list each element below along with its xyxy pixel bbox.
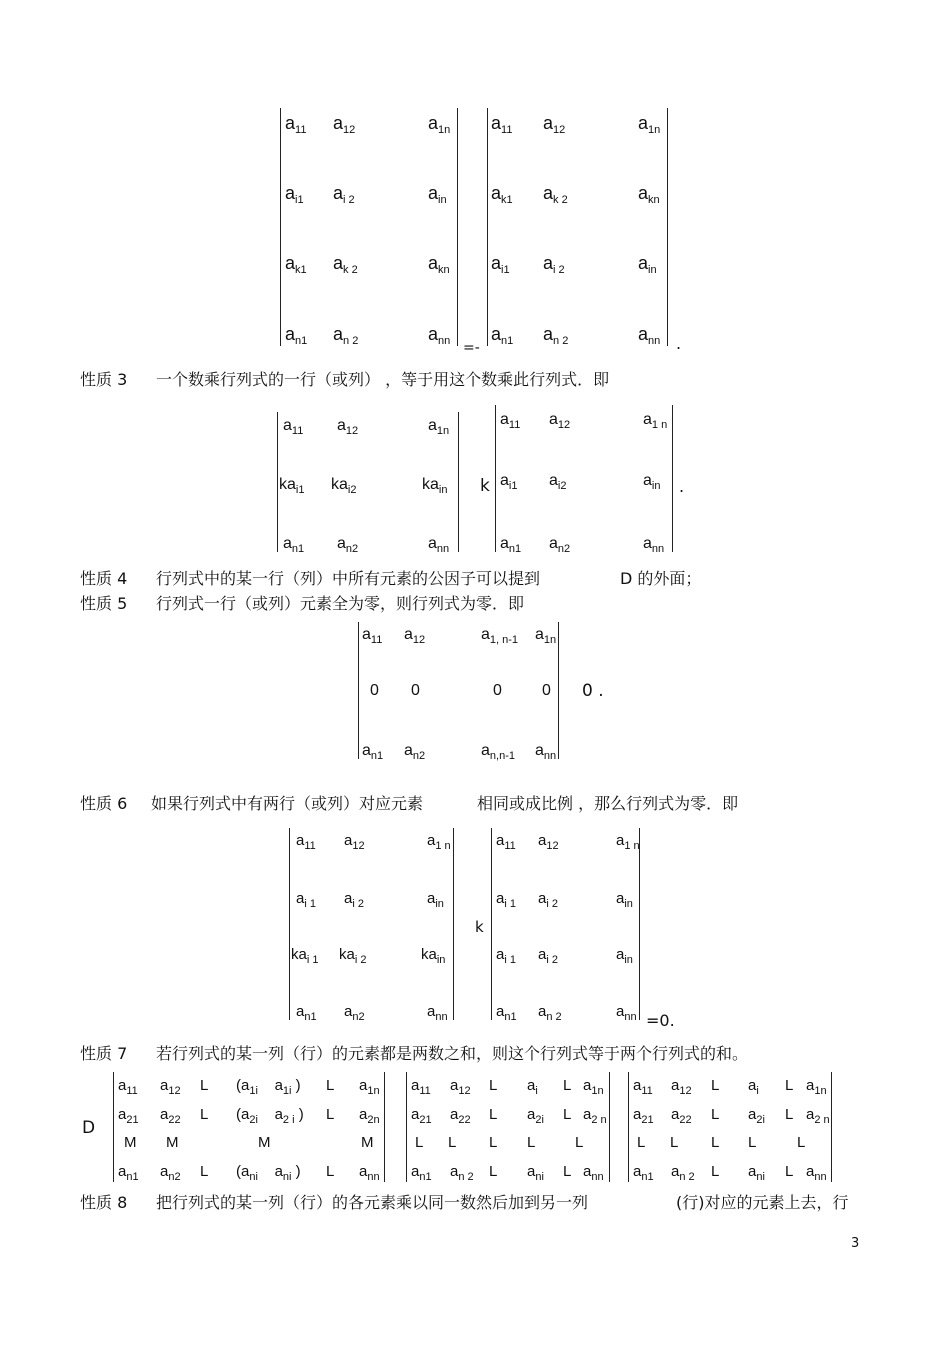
ellipsis-L: L <box>563 1077 572 1094</box>
entry: $a_{nn}$ <box>583 1163 604 1183</box>
entry: $a_{i 1}$ <box>496 946 516 966</box>
entry: $a_{nn}$ <box>806 1163 827 1183</box>
entry: $a_{1n}$ <box>583 1077 604 1097</box>
entry: $a_{11}$ <box>362 626 383 646</box>
entry: $a_{nn}$ <box>427 1003 448 1023</box>
entry: $a_{i 2}$ <box>344 890 364 910</box>
det-bar <box>289 828 290 1020</box>
det-bar <box>113 1072 114 1182</box>
entry: $a_{2 n}$ <box>583 1106 607 1126</box>
zero-entry: 0 <box>493 682 502 699</box>
entry: $a_{k1}$ <box>285 253 307 276</box>
entry: $a_{nn}$ <box>616 1003 637 1023</box>
prop4-label: 性质 4 <box>80 569 128 588</box>
entry: $a_{22}$ <box>450 1106 471 1126</box>
zero-entry: 0 <box>411 682 420 699</box>
entry: $a_{12}$ <box>333 113 356 136</box>
entry: $a_{1n}$ <box>535 626 557 646</box>
entry: $a_{nn}$ <box>359 1163 380 1183</box>
entry: $a_{n1}$ <box>500 535 522 555</box>
period: . <box>679 477 685 496</box>
ellipsis-L: L <box>326 1077 335 1094</box>
ellipsis-L: L <box>326 1163 335 1180</box>
ellipsis-L: L <box>200 1106 209 1123</box>
det-bar <box>458 412 459 552</box>
ellipsis-L: L <box>489 1134 498 1151</box>
ellipsis-M: M <box>166 1134 179 1151</box>
entry: $a_{12}$ <box>543 113 566 136</box>
ellipsis-L: L <box>711 1077 720 1094</box>
entry: $a_{11}$ <box>633 1077 653 1097</box>
entry: $a_{1 n}$ <box>616 832 640 852</box>
entry: $a_{2i}$ <box>527 1106 544 1126</box>
entry: $a_{11}$ <box>411 1077 431 1097</box>
entry: $a_{n1}$ <box>118 1163 139 1183</box>
det-bar <box>280 108 281 346</box>
prop3-text: 一个数乘行列式的一行（或列） ，等于用这个数乘此行列式．即 <box>156 370 610 389</box>
ellipsis-L: L <box>200 1077 209 1094</box>
entry: $a_{i 2}$ <box>333 183 355 206</box>
ellipsis-L: L <box>785 1163 794 1180</box>
entry: $a_{in}$ <box>428 183 447 206</box>
entry: $ka_{i1}$ <box>279 476 305 496</box>
entry: $a_{in}$ <box>638 253 657 276</box>
entry: $a_{in}$ <box>616 946 633 966</box>
det-bar <box>491 828 492 1020</box>
entry: $a_{n2}$ <box>549 535 571 555</box>
zero-entry: 0 <box>370 682 379 699</box>
det-bar <box>609 1072 610 1182</box>
ellipsis-L: L <box>785 1077 794 1094</box>
det-bar <box>358 622 359 759</box>
entry: $a_{n 2}$ <box>671 1163 695 1183</box>
entry: $a_{n1}$ <box>633 1163 654 1183</box>
entry: $a_{n1}$ <box>283 535 305 555</box>
ellipsis-L: L <box>711 1106 720 1123</box>
entry: $a_{12}$ <box>538 832 559 852</box>
entry: $a_{ni}$ <box>527 1163 544 1183</box>
ellipsis-M: M <box>124 1134 137 1151</box>
ellipsis-L: L <box>637 1134 646 1151</box>
entry: $a_{n2}$ <box>160 1163 181 1183</box>
ellipsis-L: L <box>711 1134 720 1151</box>
entry: $a_{11}$ <box>285 113 307 136</box>
det-bar <box>384 1072 385 1182</box>
det-bar <box>672 405 673 552</box>
entry: $a_{11}$ <box>500 411 521 431</box>
entry: $a_{i2}$ <box>549 472 567 492</box>
entry: $a_{i 1}$ <box>496 890 516 910</box>
det-bar <box>453 828 454 1020</box>
ellipsis-L: L <box>326 1106 335 1123</box>
entry: $a_{11}$ <box>496 832 516 852</box>
period: . <box>676 334 682 353</box>
entry: $a_{12}$ <box>160 1077 181 1097</box>
det-bar <box>667 108 668 346</box>
det-bar <box>277 412 278 552</box>
entry: $a_{n2}$ <box>337 535 359 555</box>
entry: ($a_{1i}$ $a_{1i}$ ) <box>236 1077 301 1097</box>
prop4-tail: D 的外面； <box>620 569 702 588</box>
entry: $ka_{in}$ <box>422 476 448 496</box>
entry: $a_{12}$ <box>549 411 571 431</box>
entry: $a_{kn}$ <box>428 253 450 276</box>
entry: $a_{i 2}$ <box>543 253 565 276</box>
entry: $a_{1 n}$ <box>643 411 668 431</box>
ellipsis-L: L <box>527 1134 536 1151</box>
ellipsis-M: M <box>258 1134 271 1151</box>
ellipsis-L: L <box>489 1077 498 1094</box>
det-bar <box>495 405 496 552</box>
scalar-k: k <box>480 476 490 496</box>
entry: $a_{n2}$ <box>344 1003 365 1023</box>
entry: $a_{21}$ <box>633 1106 654 1126</box>
prop5-label: 性质 5 <box>80 594 128 613</box>
entry: $a_{11}$ <box>491 113 513 136</box>
ellipsis-L: L <box>489 1163 498 1180</box>
entry: $a_{nn}$ <box>428 535 450 555</box>
entry: $a_{ni}$ <box>748 1163 765 1183</box>
scalar-k: k <box>475 918 484 936</box>
entry: $a_{nn}$ <box>643 535 665 555</box>
entry: $a_{n1}$ <box>362 742 384 762</box>
prop5-text: 行列式一行（或列）元素全为零，则行列式为零．即 <box>156 594 525 613</box>
entry: $a_{22}$ <box>160 1106 181 1126</box>
entry: $a_{i1}$ <box>500 472 518 492</box>
ellipsis-L: L <box>785 1106 794 1123</box>
entry: $a_{in}$ <box>643 472 661 492</box>
entry: $a_{i1}$ <box>491 253 510 276</box>
entry: $a_{k 2}$ <box>333 253 358 276</box>
prop3-label: 性质 3 <box>80 370 128 389</box>
entry: $a_{n1}$ <box>496 1003 517 1023</box>
result-zero: 0 . <box>582 681 604 701</box>
det-bar <box>831 1072 832 1182</box>
prop6-label: 性质 6 <box>80 794 128 813</box>
entry: $a_{1n}$ <box>806 1077 827 1097</box>
entry: $a_{n1}$ <box>411 1163 432 1183</box>
entry: $a_{1n}$ <box>428 113 451 136</box>
prop7-text: 若行列式的某一列（行）的元素都是两数之和，则这个行列式等于两个行列式的和。 <box>156 1044 749 1063</box>
ellipsis-L: L <box>563 1163 572 1180</box>
entry: $a_{12}$ <box>450 1077 471 1097</box>
equals-neg: =- <box>463 340 480 356</box>
ellipsis-L: L <box>797 1134 806 1151</box>
entry: $a_{n1}$ <box>285 324 308 347</box>
entry: $a_{in}$ <box>427 890 444 910</box>
entry: $a_{1, n-1}$ <box>481 626 519 646</box>
entry: $a_{1 n}$ <box>427 832 451 852</box>
det-bar <box>639 828 640 1020</box>
entry: ($a_{2i}$ $a_{2 i}$ ) <box>236 1106 304 1126</box>
entry: $a_{21}$ <box>118 1106 139 1126</box>
det-bar <box>558 622 559 759</box>
prop8-label: 性质 8 <box>80 1193 128 1212</box>
prop8-text: 把行列式的某一列（行）的各元素乘以同一数然后加到另一列 <box>156 1193 589 1212</box>
ellipsis-L: L <box>448 1134 457 1151</box>
entry: $a_{12}$ <box>344 832 365 852</box>
entry: $a_{12}$ <box>404 626 426 646</box>
entry: $a_{in}$ <box>616 890 633 910</box>
entry: $a_{22}$ <box>671 1106 692 1126</box>
entry: $a_i$ <box>527 1077 538 1097</box>
entry: $a_{k1}$ <box>491 183 513 206</box>
entry: $a_{11}$ <box>296 832 316 852</box>
ellipsis-L: L <box>489 1106 498 1123</box>
entry: $a_{11}$ <box>118 1077 138 1097</box>
entry: $a_{k 2}$ <box>543 183 568 206</box>
ellipsis-M: M <box>361 1134 374 1151</box>
ellipsis-L: L <box>415 1134 424 1151</box>
det-bar <box>457 108 458 346</box>
det-bar <box>406 1072 407 1182</box>
entry: $a_{i 1}$ <box>296 890 316 910</box>
entry: $ka_{i 2}$ <box>339 946 367 966</box>
entry: $a_{n2}$ <box>404 742 426 762</box>
entry: $a_i$ <box>748 1077 759 1097</box>
prop7-label: 性质 7 <box>80 1044 128 1063</box>
entry: $a_{1n}$ <box>638 113 661 136</box>
prop8-text2: (行)对应的元素上去，行 <box>676 1193 849 1212</box>
entry: $ka_{i2}$ <box>331 476 357 496</box>
ellipsis-L: L <box>575 1134 584 1151</box>
result-zero: =0. <box>646 1011 675 1030</box>
entry: $a_{nn}$ <box>428 324 451 347</box>
prop6-text: 如果行列式中有两行（或列）对应元素 <box>151 794 424 813</box>
entry: $a_{n,n-1}$ <box>481 742 515 762</box>
entry: $a_{kn}$ <box>638 183 660 206</box>
entry: $a_{nn}$ <box>535 742 557 762</box>
entry: $a_{2n}$ <box>359 1106 380 1126</box>
ellipsis-L: L <box>711 1163 720 1180</box>
entry: $a_{21}$ <box>411 1106 432 1126</box>
entry: $ka_{i 1}$ <box>291 946 319 966</box>
entry: $a_{1n}$ <box>359 1077 380 1097</box>
ellipsis-L: L <box>748 1134 757 1151</box>
entry: ($a_{ni}$ $a_{ni}$ ) <box>236 1163 301 1183</box>
det-bar <box>487 108 488 346</box>
entry: $a_{i 2}$ <box>538 890 558 910</box>
entry: $a_{n1}$ <box>491 324 514 347</box>
entry: $a_{1n}$ <box>428 417 450 437</box>
symbol-D: D <box>82 1118 96 1138</box>
prop6-text2: 相同或成比例 ，那么行列式为零．即 <box>477 794 739 813</box>
entry: $a_{n 2}$ <box>333 324 359 347</box>
page-number: 3 <box>851 1236 860 1251</box>
det-bar <box>628 1072 629 1182</box>
entry: $a_{11}$ <box>283 417 304 437</box>
entry: $a_{i 2}$ <box>538 946 558 966</box>
entry: $a_{i1}$ <box>285 183 304 206</box>
entry: $a_{n 2}$ <box>538 1003 562 1023</box>
entry: $a_{12}$ <box>337 417 359 437</box>
entry: $a_{n 2}$ <box>450 1163 474 1183</box>
ellipsis-L: L <box>563 1106 572 1123</box>
entry: $a_{n1}$ <box>296 1003 317 1023</box>
entry: $a_{n 2}$ <box>543 324 569 347</box>
ellipsis-L: L <box>200 1163 209 1180</box>
entry: $a_{12}$ <box>671 1077 692 1097</box>
entry: $ka_{in}$ <box>421 946 446 966</box>
zero-entry: 0 <box>542 682 551 699</box>
entry: $a_{nn}$ <box>638 324 661 347</box>
entry: $a_{2i}$ <box>748 1106 765 1126</box>
prop4-text: 行列式中的某一行（列）中所有元素的公因子可以提到 <box>156 569 541 588</box>
entry: $a_{2 n}$ <box>806 1106 830 1126</box>
ellipsis-L: L <box>670 1134 679 1151</box>
